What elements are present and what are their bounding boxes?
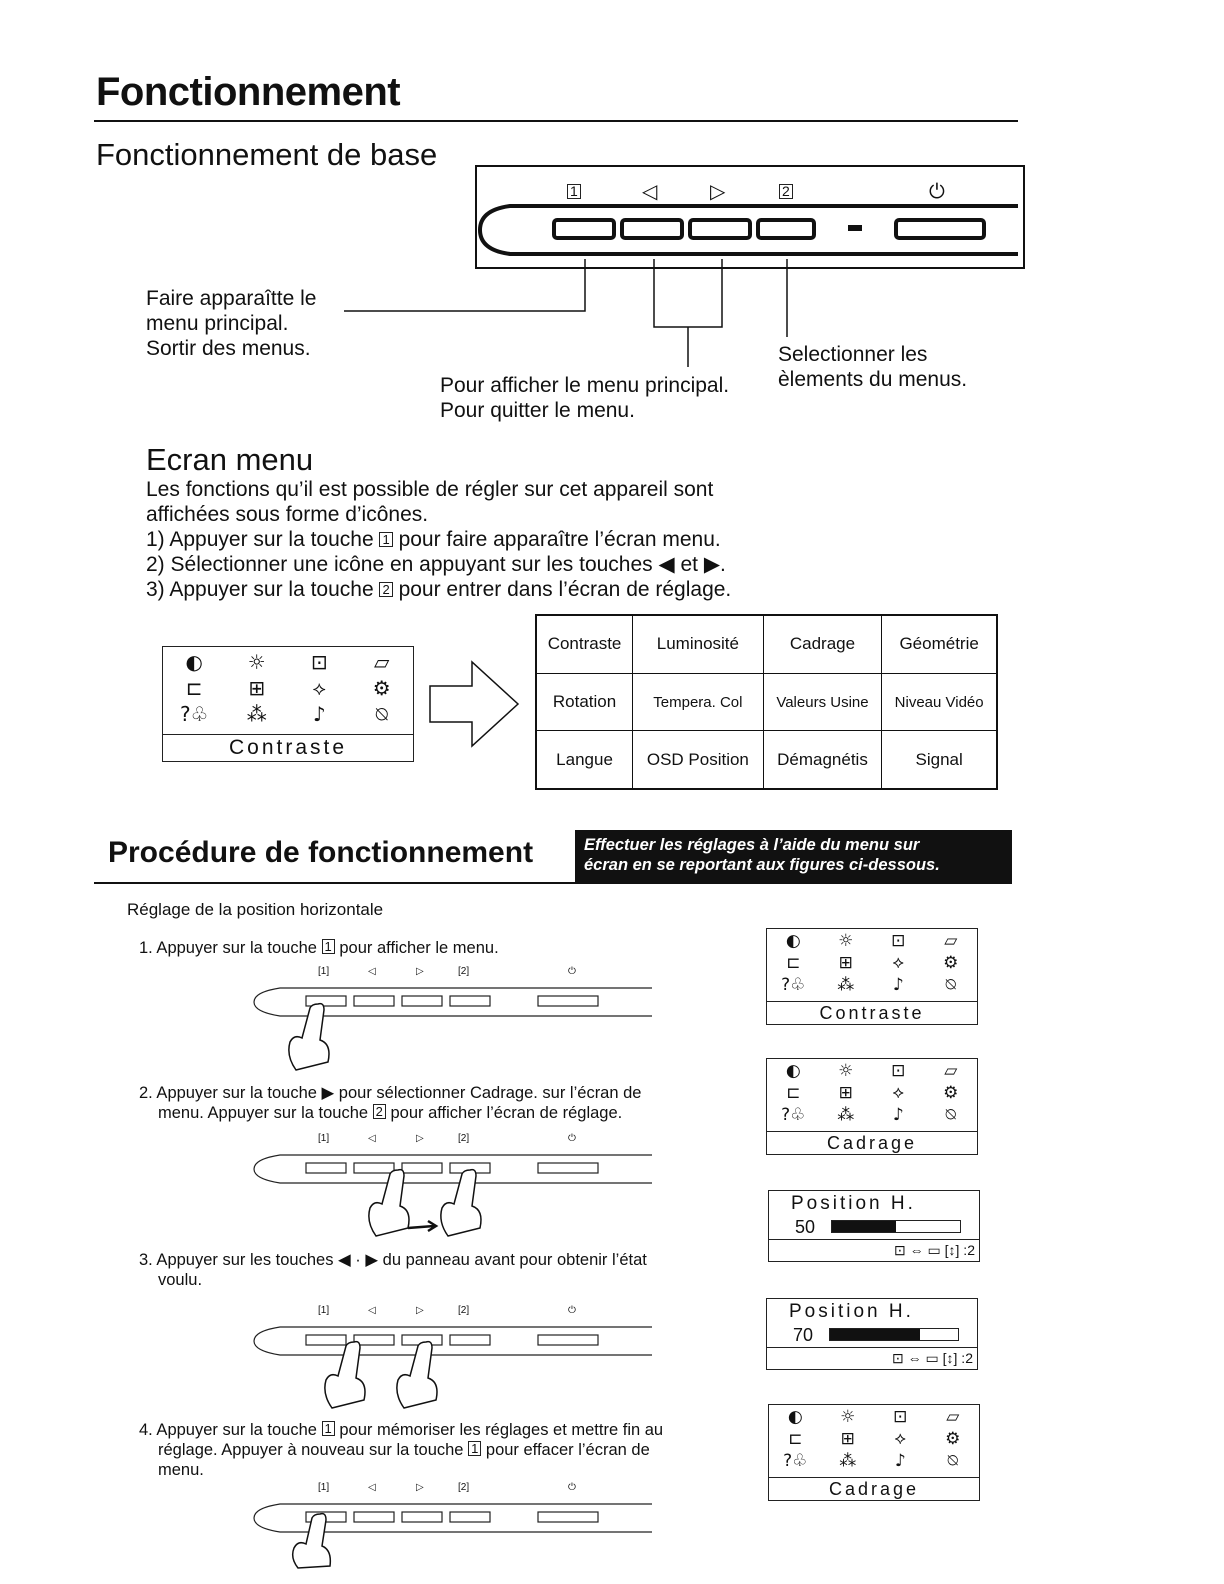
osd-position-h-50 — [768, 1190, 980, 1262]
video-level-icon: ⚙ — [945, 1429, 961, 1449]
language-icon: ?♧ — [781, 975, 806, 995]
contrast-icon: ◐ — [185, 650, 203, 674]
s4-text-a: 4. Appuyer sur la touche — [139, 1421, 317, 1439]
signal-icon: ⍉ — [945, 1105, 956, 1125]
brightness-icon: ☼ — [840, 1407, 856, 1427]
rotation-icon: ⊏ — [786, 953, 801, 973]
intro-line1: Les fonctions qu’il est possible de régler sur cet appareil sont — [146, 478, 714, 501]
degauss-icon: ♪ — [312, 702, 326, 726]
s3-line2: voulu. — [158, 1271, 203, 1289]
geometry-icon: ▱ — [944, 1061, 958, 1081]
procedure-step-3 — [139, 1250, 647, 1290]
video-level-icon: ⚙ — [943, 953, 959, 973]
s4-line3: menu. — [158, 1461, 204, 1479]
osd-label: Cadrage — [767, 1131, 977, 1154]
procedure-step-2 — [139, 1083, 641, 1123]
callout-lines — [340, 255, 800, 370]
procedure-subtitle: Réglage de la position horizontale — [127, 900, 384, 919]
position-footer: ⊡ ⇔ ▭ [↕] :2 — [769, 1239, 979, 1261]
right-arrow-icon: ▷ — [710, 181, 726, 203]
menu-table-cell: Langue — [536, 731, 633, 789]
procedure-step-1 — [139, 938, 499, 958]
menu-table-cell: Contraste — [536, 615, 633, 673]
osd-step2-menu — [766, 1058, 978, 1155]
osd-label: Cadrage — [769, 1477, 979, 1500]
procedure-banner — [575, 830, 1012, 882]
osd-step1-menu — [766, 928, 978, 1025]
position-bar-fill — [832, 1221, 896, 1232]
osd-main-menu — [162, 646, 414, 762]
language-icon: ?♧ — [783, 1451, 808, 1471]
mini-panel-label: ⏻ — [568, 1133, 576, 1144]
color-temp-icon: ⊞ — [838, 1083, 853, 1103]
degauss-icon: ♪ — [892, 1105, 904, 1125]
mini-panel-label: ◁ — [368, 1133, 376, 1144]
mini-panel-label: [1] — [318, 1133, 330, 1144]
signal-icon: ⍉ — [945, 975, 956, 995]
osd-position-icon: ⁂ — [837, 1105, 855, 1125]
brightness-icon: ☼ — [247, 650, 266, 674]
menu-table-cell: Rotation — [536, 673, 633, 730]
geometry-icon: ▱ — [374, 650, 390, 674]
key-1-icon: 1 — [379, 532, 392, 547]
osd-icon-grid — [767, 1060, 977, 1126]
banner-line1: Effectuer les réglages à l’aide du menu sur — [584, 836, 920, 854]
position-value: 70 — [793, 1325, 814, 1345]
contrast-icon: ◐ — [785, 1061, 801, 1081]
menu-table-cell: Signal — [882, 731, 997, 789]
menu-table-cell: Niveau Vidéo — [882, 673, 997, 730]
osd-label: Contraste — [163, 734, 413, 761]
s4-text-c: réglage. Appuyer à nouveau sur la touche — [158, 1441, 464, 1459]
osd-position-icon: ⁂ — [839, 1451, 857, 1471]
reset-icon: ⟡ — [312, 676, 326, 700]
callout-menu-line2: menu principal. — [146, 312, 289, 335]
mini-panel-label: [1] — [318, 1482, 330, 1493]
s1-text-b: pour afficher le menu. — [339, 939, 499, 957]
step2-text: 2) Sélectionner une icône en appuyant sur les touches — [146, 553, 653, 576]
callout-arrows-line2: Pour quitter le menu. — [440, 399, 635, 422]
procedure-rule — [94, 882, 1012, 884]
reset-icon: ⟡ — [892, 953, 904, 973]
s2-text-c: pour afficher l’écran de réglage. — [390, 1104, 623, 1122]
left-arrow-icon: ◁ — [642, 181, 658, 203]
menu-table-cell: OSD Position — [633, 731, 764, 789]
menu-table-cell: Valeurs Usine — [763, 673, 882, 730]
contrast-icon: ◐ — [785, 931, 801, 951]
position-bar — [831, 1220, 961, 1233]
callout-select-line1: Selectionner les — [778, 343, 928, 366]
language-icon: ?♧ — [781, 1105, 806, 1125]
position-title: Position H. — [789, 1301, 914, 1322]
key-1-icon: 1 — [468, 1441, 481, 1456]
rotation-icon: ⊏ — [788, 1429, 803, 1449]
s4-line1 — [139, 1420, 663, 1440]
arrow-right-icon — [428, 660, 522, 750]
section-title-ecran: Ecran menu — [146, 442, 314, 477]
page-title: Fonctionnement — [96, 70, 401, 114]
color-temp-icon: ⊞ — [838, 953, 853, 973]
s2-line2 — [139, 1103, 641, 1123]
mini-panel-label: ▷ — [416, 1305, 424, 1316]
mini-panel-drawing — [250, 1305, 655, 1365]
signal-icon: ⍉ — [375, 702, 388, 726]
banner-line2: écran en se reportant aux figures ci-dessous. — [584, 856, 940, 874]
s4-text-d: pour effacer l’écran de — [485, 1441, 650, 1459]
mini-panel-label: [1] — [318, 966, 330, 977]
mini-panel-label: [2] — [458, 1482, 470, 1493]
s3-line1: 3. Appuyer sur les touches ◀ · ▶ du panneau avant pour obtenir l’état — [139, 1251, 647, 1269]
osd-step4-menu — [768, 1404, 980, 1501]
osd-icon-grid — [767, 930, 977, 996]
ecran-instructions — [146, 477, 731, 602]
menu-table-cell: Luminosité — [633, 615, 764, 673]
power-icon: ⏻ — [929, 179, 945, 203]
s1-text: 1. Appuyer sur la touche — [139, 939, 317, 957]
menu-table-row — [536, 731, 997, 789]
callout-arrows-line1: Pour afficher le menu principal. — [440, 374, 730, 397]
mini-panel-label: [2] — [458, 966, 470, 977]
procedure-step-4 — [139, 1420, 663, 1480]
position-value: 50 — [795, 1217, 816, 1237]
mini-panel-label: [2] — [458, 1305, 470, 1316]
step1-text: 1) Appuyer sur la touche — [146, 528, 374, 551]
menu-table-row — [536, 673, 997, 730]
key-1-label: 1 — [567, 184, 581, 199]
mini-panel-label: ▷ — [416, 1133, 424, 1144]
position-bar-fill — [830, 1329, 920, 1340]
s4-text-b: pour mémoriser les réglages et mettre fin au — [339, 1421, 664, 1439]
video-level-icon: ⚙ — [943, 1083, 959, 1103]
reset-icon: ⟡ — [894, 1429, 906, 1449]
osd-position-h-70 — [766, 1298, 978, 1370]
language-icon: ?♧ — [179, 702, 209, 726]
key-1-icon: 1 — [322, 1421, 335, 1436]
frame-icon: ⊡ — [891, 1061, 906, 1081]
callout-select-text — [778, 342, 967, 392]
step-1 — [146, 527, 731, 552]
signal-icon: ⍉ — [947, 1451, 958, 1471]
hand-pair-icon — [316, 1338, 446, 1410]
mini-panel-label: ◁ — [368, 1482, 376, 1493]
position-footer: ⊡ ⇔ ▭ [↕] :2 — [767, 1347, 977, 1369]
osd-icon-grid — [769, 1406, 979, 1472]
video-level-icon: ⚙ — [372, 676, 391, 700]
s2-line1: 2. Appuyer sur la touche ▶ pour sélectionner Cadrage. sur l’écran de — [139, 1084, 642, 1102]
section-title-basic: Fonctionnement de base — [96, 137, 438, 172]
rotation-icon: ⊏ — [786, 1083, 801, 1103]
frame-icon: ⊡ — [310, 650, 328, 674]
callout-select-line2: èlements du menus. — [778, 368, 968, 391]
s2-text-b: menu. Appuyer sur la touche — [158, 1104, 369, 1122]
osd-label: Contraste — [767, 1001, 977, 1024]
section-title-procedure: Procédure de fonctionnement — [108, 836, 534, 869]
osd-position-icon: ⁂ — [246, 702, 267, 726]
frame-icon: ⊡ — [891, 931, 906, 951]
s4-line2 — [139, 1440, 663, 1460]
position-title: Position H. — [791, 1193, 916, 1214]
position-bar — [829, 1328, 959, 1341]
menu-table-cell: Tempera. Col — [633, 673, 764, 730]
degauss-icon: ♪ — [894, 1451, 906, 1471]
key-1-icon: 1 — [322, 939, 335, 954]
osd-icon-grid — [163, 649, 413, 727]
degauss-icon: ♪ — [892, 975, 904, 995]
geometry-icon: ▱ — [946, 1407, 960, 1427]
menu-functions-table — [535, 614, 998, 790]
contrast-icon: ◐ — [787, 1407, 803, 1427]
callout-arrows-text — [440, 373, 729, 423]
brightness-icon: ☼ — [838, 1061, 854, 1081]
mini-panel-label: ⏻ — [568, 1482, 576, 1493]
mini-panel-label: ⏻ — [568, 1305, 576, 1316]
mini-panel-3 — [250, 1305, 655, 1370]
hand-icon — [280, 1000, 340, 1072]
intro-line2: affichées sous forme d’icônes. — [146, 503, 429, 526]
key-2-label: 2 — [779, 184, 793, 199]
callout-menu-line1: Faire apparaîtte le — [146, 287, 317, 310]
menu-table-row — [536, 615, 997, 673]
step2-keys: ◀ et ▶. — [658, 553, 726, 576]
brightness-icon: ☼ — [838, 931, 854, 951]
step3-text: 3) Appuyer sur la touche — [146, 578, 374, 601]
step1-text-b: pour faire apparaître l’écran menu. — [398, 528, 721, 551]
callout-menu-text — [146, 286, 316, 361]
key-2-icon: 2 — [373, 1104, 386, 1119]
hand-pair-icon — [360, 1166, 490, 1244]
key-2-icon: 2 — [379, 582, 392, 597]
callout-menu-line3: Sortir des menus. — [146, 337, 311, 360]
rotation-icon: ⊏ — [185, 676, 203, 700]
geometry-icon: ▱ — [944, 931, 958, 951]
step-2 — [146, 552, 731, 577]
step-3 — [146, 577, 731, 602]
step3-text-b: pour entrer dans l’écran de réglage. — [398, 578, 732, 601]
mini-panel-label: ◁ — [368, 1305, 376, 1316]
frame-icon: ⊡ — [893, 1407, 908, 1427]
mini-panel-label: ⏻ — [568, 966, 576, 977]
menu-table-cell: Démagnétis — [763, 731, 882, 789]
menu-table-cell: Cadrage — [763, 615, 882, 673]
mini-panel-label: ▷ — [416, 966, 424, 977]
mini-panel-label: [1] — [318, 1305, 330, 1316]
mini-panel-label: [2] — [458, 1133, 470, 1144]
osd-position-icon: ⁂ — [837, 975, 855, 995]
title-rule — [94, 120, 1018, 122]
menu-table-cell: Géométrie — [882, 615, 997, 673]
color-temp-icon: ⊞ — [840, 1429, 855, 1449]
hand-icon — [284, 1510, 340, 1570]
color-temp-icon: ⊞ — [248, 676, 266, 700]
mini-panel-label: ◁ — [368, 966, 376, 977]
mini-panel-label: ▷ — [416, 1482, 424, 1493]
reset-icon: ⟡ — [892, 1083, 904, 1103]
